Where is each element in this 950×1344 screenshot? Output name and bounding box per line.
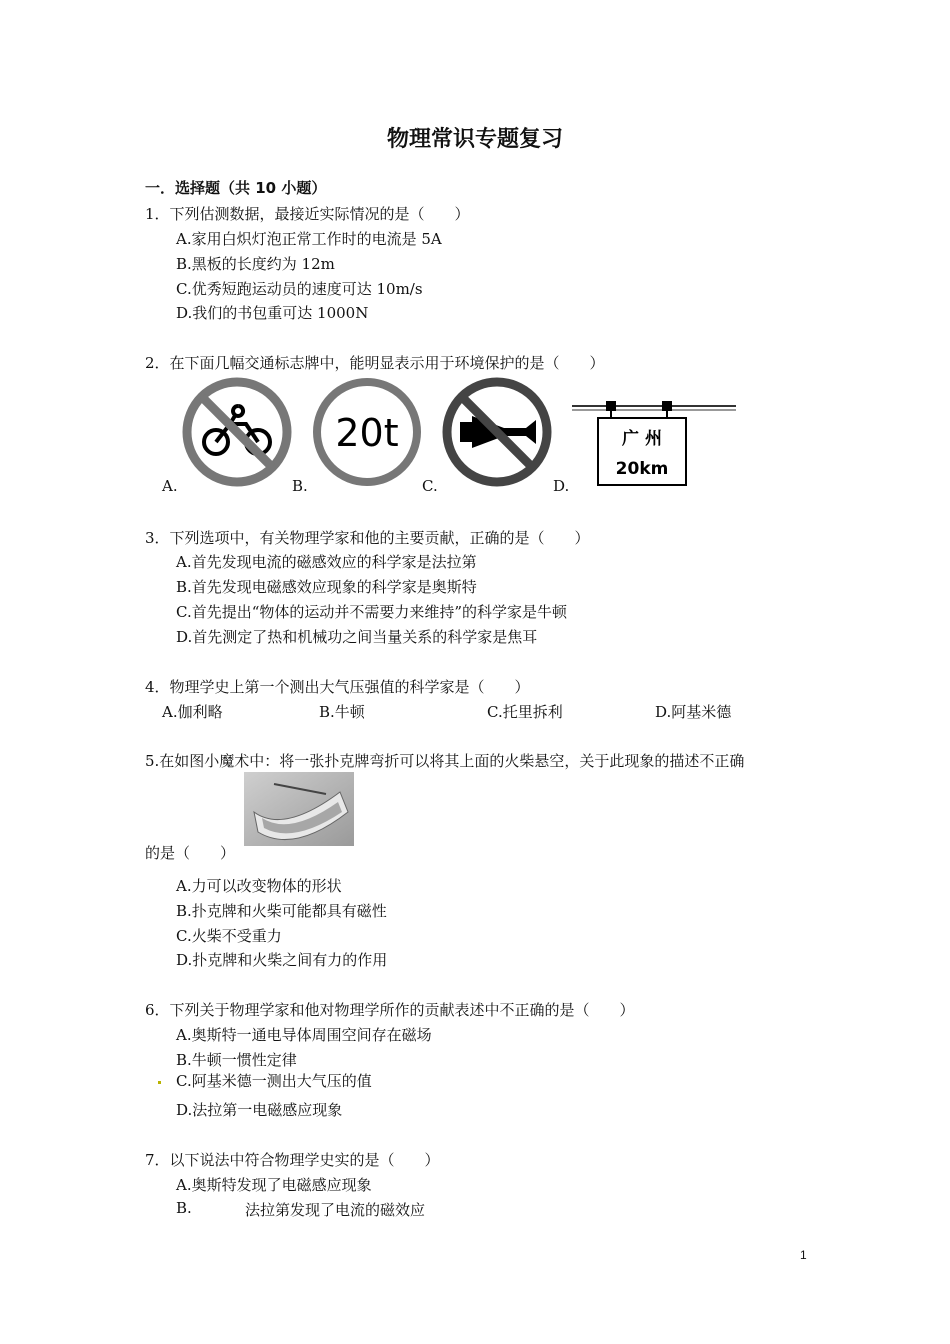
question-7-stem: 7．以下说法中符合物理学史实的是（ ）: [145, 1151, 440, 1169]
question-7-option-a: A.奥斯特发现了电磁感应现象: [176, 1176, 372, 1194]
question-1-stem: 1．下列估测数据，最接近实际情况的是（ ）: [145, 205, 470, 223]
no-motorcycle-sign-icon: [180, 376, 295, 488]
sign-city-name: 广 州: [622, 429, 662, 449]
question-5-option-d: D.扑克牌和火柴之间有力的作用: [176, 951, 388, 969]
no-horn-sign-icon: [440, 376, 555, 488]
question-1-option-a: A.家用白炽灯泡正常工作时的电流是 5A: [176, 230, 442, 248]
question-7-option-b-text: 法拉第发现了电流的磁效应: [245, 1201, 426, 1219]
weight-limit-sign-icon: [310, 376, 425, 488]
question-4-option-c: C.托里拆利: [487, 703, 563, 721]
section-heading: 一．选择题（共 10 小题）: [145, 179, 327, 197]
question-3-option-a: A.首先发现电流的磁感效应的科学家是法拉第: [176, 553, 477, 571]
question-1-option-d: D.我们的书包重可达 1000N: [176, 304, 369, 322]
question-3-option-c: C.首先提出“物体的运动并不需要力来维持”的科学家是牛顿: [176, 603, 568, 621]
playing-card-photo-icon: [244, 772, 354, 846]
question-2-label-b: B.: [292, 477, 308, 495]
question-5-option-a: A.力可以改变物体的形状: [176, 877, 342, 895]
question-7-option-b-label: B.: [176, 1199, 192, 1217]
question-3-option-b: B.首先发现电磁感效应现象的科学家是奥斯特: [176, 578, 477, 596]
weight-limit-text: 20t: [335, 411, 399, 455]
question-6-option-a: A.奥斯特一通电导体周围空间存在磁场: [176, 1026, 432, 1044]
question-6-option-d: D.法拉第一电磁感应现象: [176, 1101, 343, 1119]
question-2-label-c: C.: [422, 477, 438, 495]
question-3-stem: 3．下列选项中，有关物理学家和他的主要贡献，正确的是（ ）: [145, 529, 590, 547]
question-4-stem: 4．物理学史上第一个测出大气压强值的科学家是（ ）: [145, 678, 530, 696]
question-1-option-c: C.优秀短跑运动员的速度可达 10m/s: [176, 280, 423, 298]
question-4-option-b: B.牛顿: [319, 703, 365, 721]
question-3-option-d: D.首先测定了热和机械功之间当量关系的科学家是焦耳: [176, 628, 538, 646]
question-2-label-d: D.: [553, 477, 570, 495]
sign-distance: 20km: [615, 459, 669, 479]
question-5-option-b: B.扑克牌和火柴可能都具有磁性: [176, 902, 387, 920]
question-5-stem-continuation: 的是（ ）: [145, 844, 236, 862]
page-title: 物理常识专题复习: [386, 127, 563, 152]
question-6-option-b: B.牛顿一惯性定律: [176, 1051, 297, 1069]
question-1-option-b: B.黑板的长度约为 12m: [176, 255, 335, 273]
marker-dot: [158, 1081, 161, 1084]
question-2-stem: 2．在下面几幅交通标志牌中，能明显表示用于环境保护的是（ ）: [145, 354, 605, 372]
question-5-stem: 5.在如图小魔术中：将一张扑克牌弯折可以将其上面的火柴悬空，关于此现象的描述不正确: [145, 752, 745, 770]
question-4-option-a: A.伽利略: [162, 703, 223, 721]
question-6-stem: 6．下列关于物理学家和他对物理学所作的贡献表述中不正确的是（ ）: [145, 1001, 635, 1019]
question-2-label-a: A.: [162, 477, 178, 495]
question-6-option-c: C.阿基米德一测出大气压的值: [176, 1072, 372, 1090]
distance-sign-icon: [570, 398, 738, 490]
question-4-option-d: D.阿基米德: [655, 703, 732, 721]
page-number: 1: [800, 1248, 807, 1262]
question-5-option-c: C.火柴不受重力: [176, 927, 282, 945]
